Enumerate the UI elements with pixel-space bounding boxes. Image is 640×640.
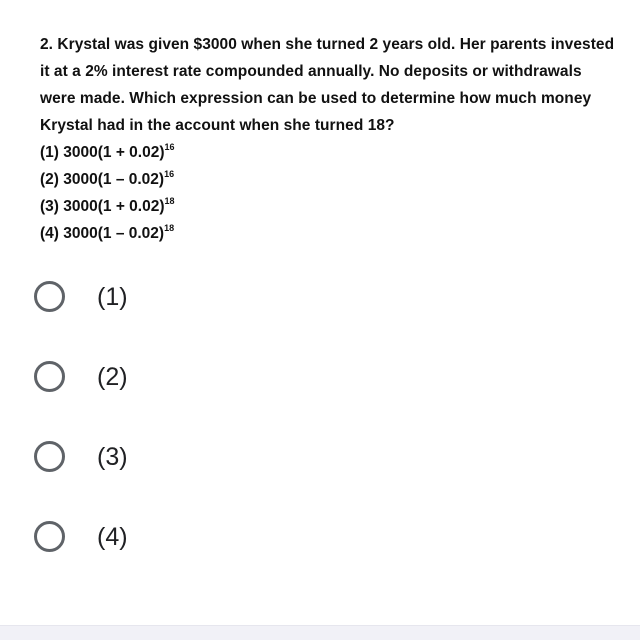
choice-exponent: 16	[164, 169, 175, 179]
answer-options	[32, 276, 592, 596]
choice-expression: (1) 3000(1 + 0.02)	[40, 144, 165, 161]
radio-button-icon[interactable]	[34, 281, 65, 312]
answer-option-label[interactable]: (3)	[97, 443, 128, 471]
radio-button-icon[interactable]	[34, 361, 65, 392]
question-choice-1	[40, 139, 620, 166]
choice-expression: (4) 3000(1 – 0.02)	[40, 225, 165, 242]
choice-exponent: 18	[164, 196, 175, 206]
choice-expression: (2) 3000(1 – 0.02)	[40, 171, 165, 188]
answer-option-2[interactable]	[32, 356, 592, 436]
answer-option-1[interactable]	[32, 276, 592, 356]
question-text: 2. Krystal was given $3000 when she turned 2 years old. Her parents invested it at a 2% interest rate compounded annually. No deposits or withdrawals were made. Which expression can be used to determine how much money Krystal had in the account when she turned 18?	[40, 36, 615, 134]
bottom-bar	[0, 625, 640, 640]
answer-option-4[interactable]	[32, 516, 592, 596]
choice-exponent: 16	[164, 142, 175, 152]
answer-option-label[interactable]: (2)	[97, 363, 128, 391]
answer-option-3[interactable]	[32, 436, 592, 516]
answer-option-label[interactable]: (1)	[97, 283, 128, 311]
radio-button-icon[interactable]	[34, 441, 65, 472]
question-choice-2	[40, 166, 620, 193]
answer-option-label[interactable]: (4)	[97, 523, 128, 551]
question-choice-3	[40, 193, 620, 220]
choice-exponent: 18	[164, 223, 175, 233]
question-choice-4	[40, 220, 620, 247]
question-image	[40, 31, 620, 247]
radio-button-icon[interactable]	[34, 521, 65, 552]
choice-expression: (3) 3000(1 + 0.02)	[40, 198, 165, 215]
